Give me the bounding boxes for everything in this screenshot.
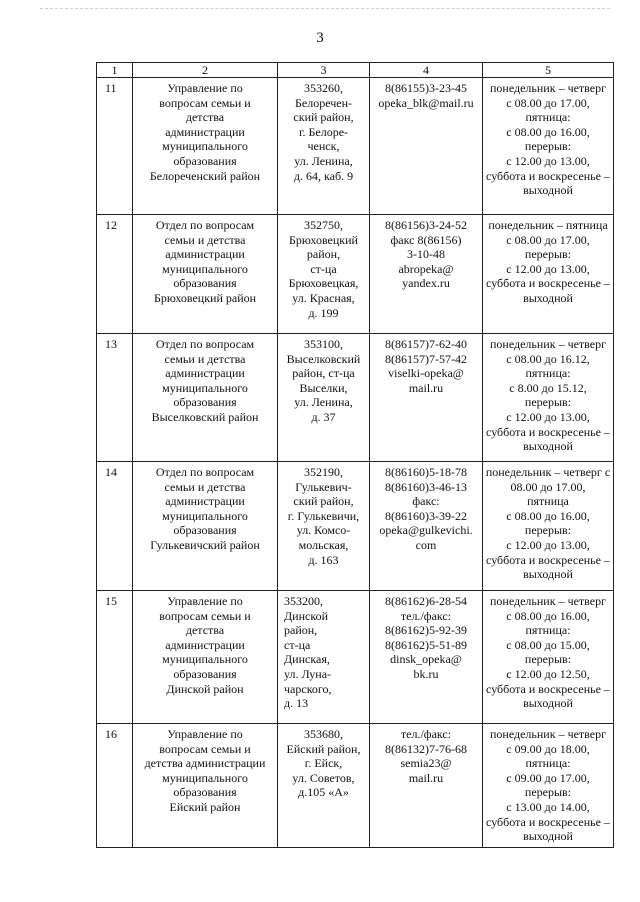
organization-cell: Управление по вопросам семьи и детства администрации муниципального образования Ейский район bbox=[133, 724, 278, 848]
header-cell-2: 2 bbox=[133, 63, 278, 78]
schedule-cell: понедельник – четверг с 09.00 до 18.00, пятница: с 09.00 до 17.00, перерыв: с 13.00 до 14.00, суббота и воскресенье – выходной bbox=[483, 724, 614, 848]
schedule-cell: понедельник – четверг с 08.00 до 17.00, пятница с 08.00 до 16.00, перерыв: с 12.00 до 13.00, суббота и воскресенье – выходной bbox=[483, 462, 614, 591]
scan-edge-line bbox=[40, 8, 610, 9]
table-row bbox=[97, 591, 614, 724]
page-number: 3 bbox=[316, 30, 324, 46]
contacts-cell: 8(86157)7-62-40 8(86157)7-57-42 viselki-opeka@ mail.ru bbox=[370, 334, 483, 462]
table-row bbox=[97, 215, 614, 334]
row-number: 14 bbox=[97, 462, 133, 591]
schedule-cell: понедельник – четверг с 08.00 до 17.00, пятница: с 08.00 до 16.00, перерыв: с 12.00 до 13.00, суббота и воскресенье – выходной bbox=[483, 78, 614, 215]
header-cell-1: 1 bbox=[97, 63, 133, 78]
contacts-cell: 8(86155)3-23-45 opeka_blk@mail.ru bbox=[370, 78, 483, 215]
row-number: 11 bbox=[97, 78, 133, 215]
address-cell: 353200, Динской район, ст-ца Динская, ул. Луна- чарского, д. 13 bbox=[278, 591, 370, 724]
table-header-row bbox=[97, 63, 614, 78]
contacts-table bbox=[96, 62, 614, 848]
organization-cell: Отдел по вопросам семьи и детства администрации муниципального образования Гулькевичский район bbox=[133, 462, 278, 591]
table-row bbox=[97, 462, 614, 591]
organization-cell: Управление по вопросам семьи и детства администрации муниципального образования Динской район bbox=[133, 591, 278, 724]
contacts-cell: 8(86160)5-18-78 8(86160)3-46-13 факс: 8(86160)3-39-22 opeka@gulkevichi. com bbox=[370, 462, 483, 591]
table-row bbox=[97, 334, 614, 462]
organization-cell: Отдел по вопросам семьи и детства администрации муниципального образования Брюховецкий район bbox=[133, 215, 278, 334]
schedule-cell: понедельник – пятница с 08.00 до 17.00, перерыв: с 12.00 до 13.00, суббота и воскресенье – выходной bbox=[483, 215, 614, 334]
address-cell: 353100, Выселковский район, ст-ца Выселки, ул. Ленина, д. 37 bbox=[278, 334, 370, 462]
row-number: 13 bbox=[97, 334, 133, 462]
schedule-cell: понедельник – четверг с 08.00 до 16.00, пятница: с 08.00 до 15.00, перерыв: с 12.00 до 12.50, суббота и воскресенье – выходной bbox=[483, 591, 614, 724]
organization-cell: Управление по вопросам семьи и детства администрации муниципального образования Белореченский район bbox=[133, 78, 278, 215]
address-cell: 352750, Брюховецкий район, ст-ца Брюховецкая, ул. Красная, д. 199 bbox=[278, 215, 370, 334]
organization-cell: Отдел по вопросам семьи и детства администрации муниципального образования Выселковский район bbox=[133, 334, 278, 462]
row-number: 15 bbox=[97, 591, 133, 724]
header-cell-4: 4 bbox=[370, 63, 483, 78]
row-number: 12 bbox=[97, 215, 133, 334]
address-cell: 352190, Гулькевич- ский район, г. Гулькевичи, ул. Комсо- мольская, д. 163 bbox=[278, 462, 370, 591]
contacts-cell: 8(86162)6-28-54 тел./факс: 8(86162)5-92-39 8(86162)5-51-89 dinsk_opeka@ bk.ru bbox=[370, 591, 483, 724]
table-row bbox=[97, 724, 614, 848]
contacts-cell: тел./факс: 8(86132)7-76-68 semia23@ mail.ru bbox=[370, 724, 483, 848]
header-cell-3: 3 bbox=[278, 63, 370, 78]
schedule-cell: понедельник – четверг с 08.00 до 16.12, пятница: с 8.00 до 15.12, перерыв: с 12.00 до 13.00, суббота и воскресенье – выходной bbox=[483, 334, 614, 462]
header-cell-5: 5 bbox=[483, 63, 614, 78]
row-number: 16 bbox=[97, 724, 133, 848]
address-cell: 353260, Белоречен- ский район, г. Белоре- ченск, ул. Ленина, д. 64, каб. 9 bbox=[278, 78, 370, 215]
address-cell: 353680, Ейский район, г. Ейск, ул. Советов, д.105 «А» bbox=[278, 724, 370, 848]
table-row bbox=[97, 78, 614, 215]
contacts-cell: 8(86156)3-24-52 факс 8(86156) 3-10-48 abropeka@ yandex.ru bbox=[370, 215, 483, 334]
